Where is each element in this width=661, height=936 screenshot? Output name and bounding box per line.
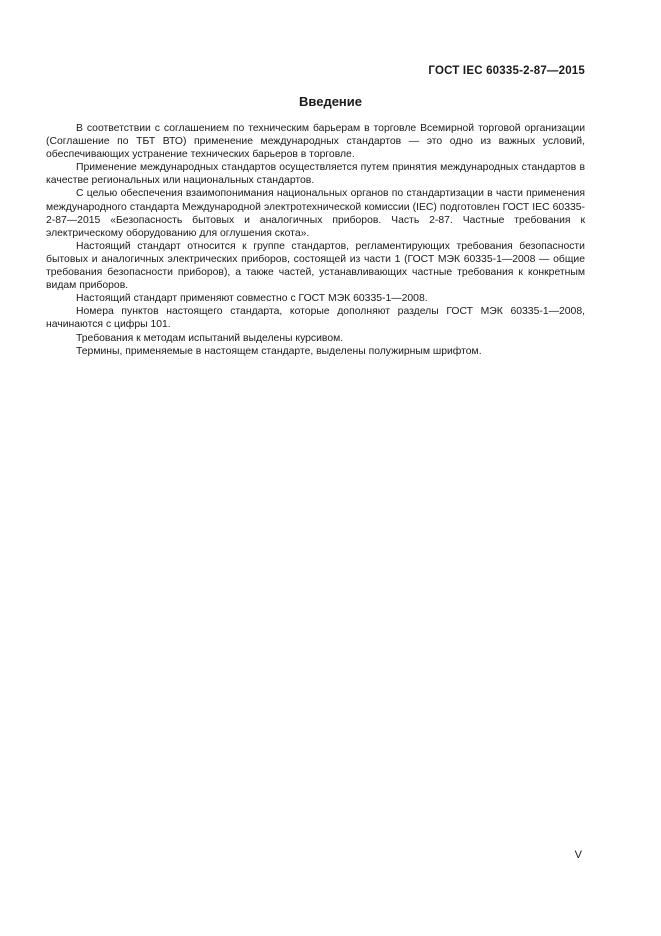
- paragraph: Термины, применяемые в настоящем стандарте, выделены полужирным шрифтом.: [76, 345, 482, 357]
- paragraph: Настоящий стандарт относится к группе стандартов, регламентирующих требования безопасности бытовых и аналогичных электрических приборов, состоящей из части 1 (ГОСТ МЭК 60335-1—2008 — общие требования безопасности приборов), а также частей, устанавливающих частные требования к конкретным видам приборов.: [46, 240, 585, 292]
- paragraph: Настоящий стандарт применяют совместно с ГОСТ МЭК 60335-1—2008.: [76, 293, 428, 305]
- paragraph: Применение международных стандартов осуществляется путем принятия международных стандартов в качестве региональных или национальных стандартов.: [46, 162, 585, 187]
- paragraph: Требования к методам испытаний выделены курсивом.: [76, 332, 344, 344]
- standard-code-header: ГОСТ IEC 60335-2-87—2015: [428, 65, 585, 77]
- paragraph: В соответствии с соглашением по техническим барьерам в торговле Всемирной торговой организации (Соглашение по ТБТ ВТО) применение международных стандартов — это одно из важных условий, обеспечивающих устранение технических барьеров в торговле.: [46, 123, 585, 161]
- paragraph: С целью обеспечения взаимопонимания национальных органов по стандартизации в части применения международного стандарта Международной электротехнической комиссии (IEC) подготовлен ГОСТ IEC 60335-2-87—2015 «Безопасность бытовых и аналогичных приборов. Часть 2-87. Частные требования к электрическому оборудованию для оглушения скота».: [46, 188, 585, 239]
- introduction-body: [46, 122, 585, 358]
- page-number: V: [574, 849, 582, 861]
- section-title: Введение: [299, 94, 362, 109]
- paragraph: Номера пунктов настоящего стандарта, которые дополняют разделы ГОСТ МЭК 60335-1—2008, начинаются с цифры 101.: [46, 306, 585, 331]
